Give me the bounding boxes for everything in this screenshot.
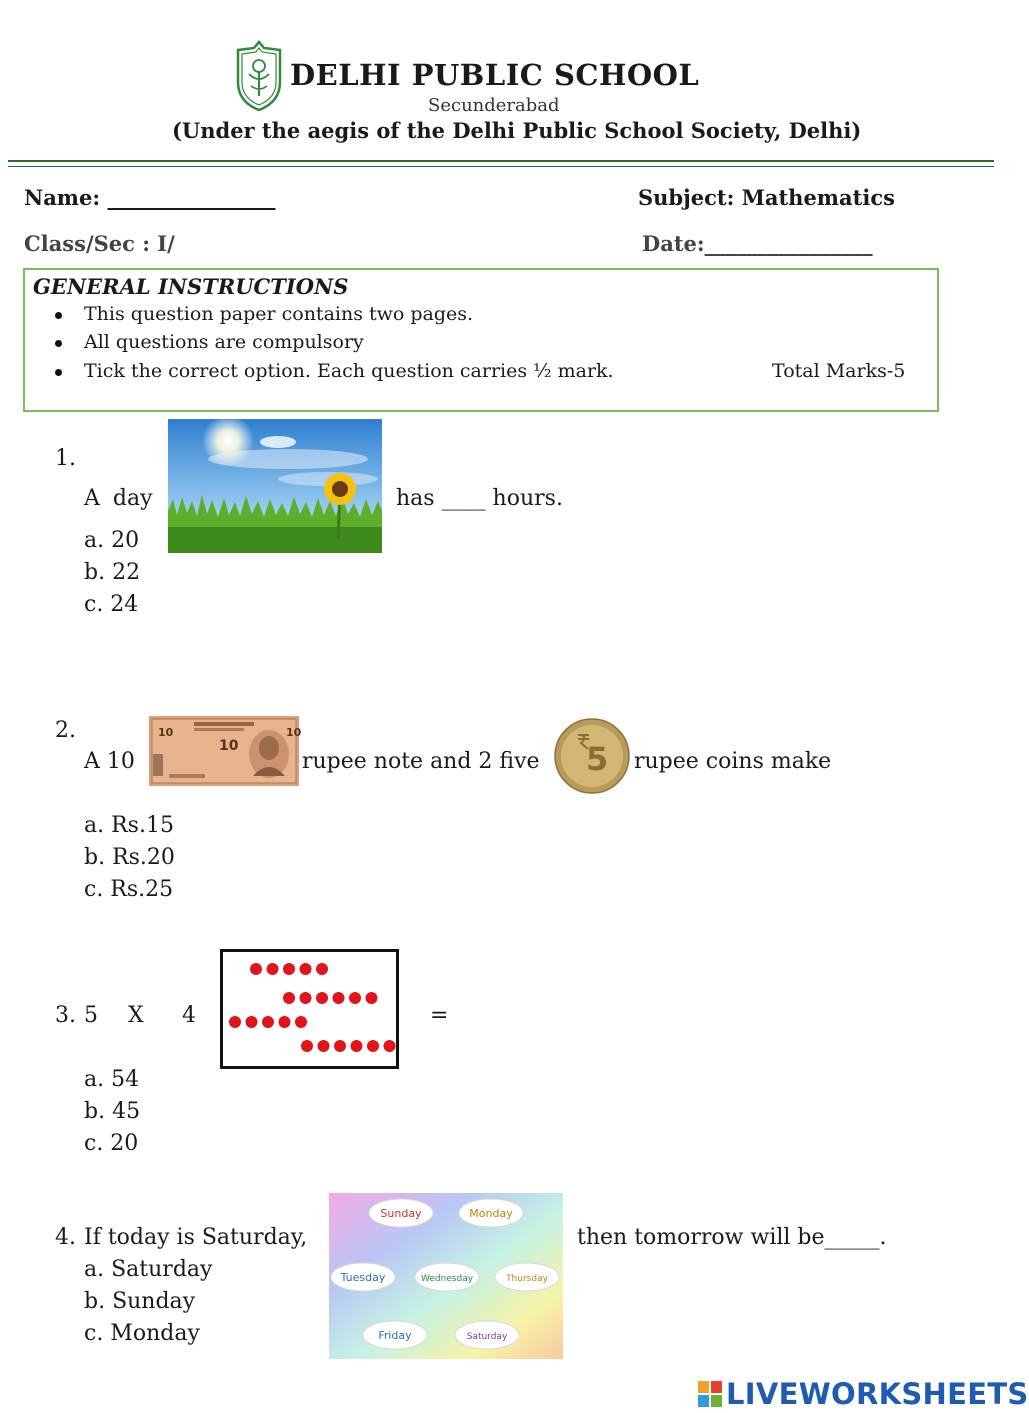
- option[interactable]: a. Saturday: [84, 1257, 213, 1282]
- option[interactable]: c. Monday: [84, 1321, 200, 1346]
- note-value: 10: [219, 738, 239, 754]
- counting-dot: [295, 1016, 307, 1028]
- counting-dot: [229, 1016, 241, 1028]
- school-name: DELHI PUBLIC SCHOOL: [290, 58, 700, 92]
- instruction-item: All questions are compulsory: [84, 331, 364, 353]
- counting-dot: [334, 1040, 346, 1052]
- day-cloud: [369, 1199, 433, 1227]
- day-cloud: [459, 1199, 523, 1227]
- counting-dot: [316, 963, 328, 975]
- bullet-icon: [55, 312, 62, 319]
- day-cloud-label: Thursday: [506, 1274, 548, 1284]
- liveworksheets-watermark: LIVEWORKSHEETS: [726, 1377, 1029, 1411]
- instructions-title: GENERAL INSTRUCTIONS: [33, 274, 349, 299]
- counting-dot: [246, 1016, 258, 1028]
- counting-dot: [316, 992, 328, 1004]
- header-divider-thin: [8, 166, 994, 167]
- instruction-item: Tick the correct option. Each question carries ½ mark.: [84, 360, 614, 382]
- counting-dot: [318, 1040, 330, 1052]
- question-number: 2.: [55, 718, 76, 743]
- note-corner-value: 10: [158, 726, 174, 739]
- question-text: A 10: [84, 749, 135, 774]
- option[interactable]: b. 45: [84, 1099, 141, 1124]
- counting-dot: [351, 1040, 363, 1052]
- question-number: 1.: [55, 446, 76, 471]
- question-text: has ____ hours.: [396, 486, 563, 511]
- day-cloud-label: Wednesday: [420, 1274, 474, 1284]
- counting-dot: [250, 963, 262, 975]
- operand-a: 5: [84, 1003, 98, 1028]
- days-of-week-image: [329, 1193, 563, 1359]
- five-rupee-coin-image: [553, 717, 631, 795]
- counting-dot: [301, 1040, 313, 1052]
- ten-rupee-note-image: [149, 716, 302, 786]
- bullet-icon: [55, 340, 62, 347]
- option[interactable]: b. 22: [84, 560, 141, 585]
- option[interactable]: b. Sunday: [84, 1289, 196, 1314]
- counting-dot: [262, 1016, 274, 1028]
- equals-sign: =: [430, 1003, 449, 1028]
- dot-array: [223, 952, 396, 1066]
- question-text: rupee note and 2 five: [302, 749, 540, 774]
- option[interactable]: a. 20: [84, 528, 140, 553]
- counting-dot: [366, 992, 378, 1004]
- day-cloud: [455, 1321, 519, 1349]
- note-corner-value: 10: [286, 726, 302, 739]
- liveworksheets-logo-icon: [698, 1381, 722, 1407]
- school-aegis-line: (Under the aegis of the Delhi Public School Society, Delhi): [172, 118, 862, 143]
- question-text: A day: [84, 486, 153, 511]
- day-cloud: [415, 1263, 479, 1291]
- sunflower-sky-image: [168, 419, 382, 553]
- total-marks: Total Marks-5: [772, 360, 906, 382]
- counting-dot: [267, 963, 279, 975]
- school-city: Secunderabad: [428, 95, 560, 116]
- operand-b: 4: [182, 1003, 196, 1028]
- day-cloud: [495, 1263, 559, 1291]
- name-field[interactable]: Name: ________________: [24, 185, 276, 210]
- day-cloud-label: Saturday: [466, 1332, 508, 1342]
- question-number: 4.: [55, 1225, 76, 1250]
- counting-dot: [367, 1040, 379, 1052]
- option[interactable]: c. 24: [84, 592, 139, 617]
- day-cloud: [363, 1321, 427, 1349]
- class-section-field[interactable]: Class/Sec : I/: [24, 231, 175, 256]
- day-cloud-label: Monday: [469, 1207, 513, 1220]
- school-emblem-icon: [234, 40, 284, 112]
- counting-dot: [283, 963, 295, 975]
- counting-dot: [384, 1040, 396, 1052]
- question-text: rupee coins make: [634, 749, 832, 774]
- option[interactable]: a. Rs.15: [84, 813, 174, 838]
- day-cloud: [331, 1263, 395, 1291]
- day-cloud-label: Tuesday: [340, 1271, 386, 1284]
- question-text: If today is Saturday,: [84, 1225, 308, 1250]
- option[interactable]: a. 54: [84, 1067, 140, 1092]
- coin-value: 5: [586, 740, 609, 778]
- day-cloud-label: Sunday: [380, 1207, 422, 1220]
- question-number: 3.: [55, 1003, 76, 1028]
- question-text: then tomorrow will be_____.: [577, 1225, 887, 1250]
- bullet-icon: [55, 369, 62, 376]
- option[interactable]: c. Rs.25: [84, 877, 174, 902]
- counting-dot: [279, 1016, 291, 1028]
- counting-dot: [283, 992, 295, 1004]
- option[interactable]: b. Rs.20: [84, 845, 175, 870]
- day-cloud-label: Friday: [378, 1329, 412, 1342]
- subject-label: Subject: Mathematics: [638, 185, 895, 210]
- counting-dot: [300, 963, 312, 975]
- instruction-item: This question paper contains two pages.: [84, 303, 474, 325]
- header-divider: [8, 160, 994, 162]
- multiply-operator: X: [128, 1003, 144, 1028]
- counting-dot: [300, 992, 312, 1004]
- date-field[interactable]: Date:________________: [642, 231, 873, 256]
- counting-dot: [349, 992, 361, 1004]
- counting-dot: [333, 992, 345, 1004]
- option[interactable]: c. 20: [84, 1131, 139, 1156]
- dot-array-box: [220, 949, 399, 1069]
